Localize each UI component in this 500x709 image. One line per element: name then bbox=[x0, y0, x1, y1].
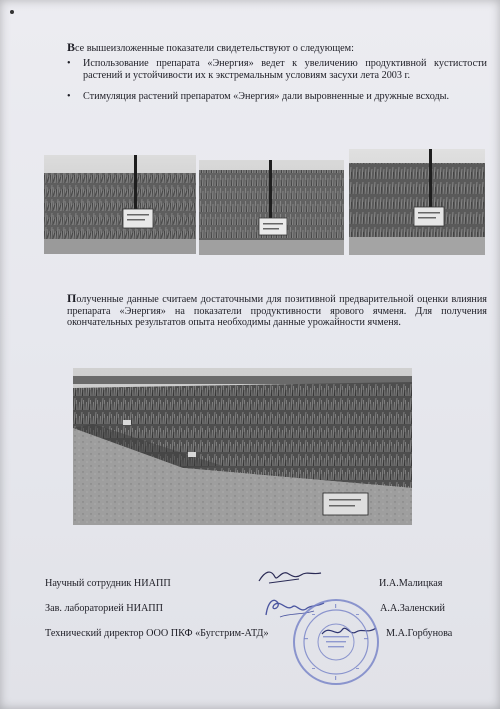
conclusion-text: олученные данные считаем достаточными для позитивной предварительной оценки влияния препарата «Энергия» на показатели продуктивности ярового ячменя. Для получения окончательных результатов опыта необходимы данные урожайности ячменя. bbox=[67, 294, 487, 329]
bullet-marker: • bbox=[67, 91, 71, 102]
conclusion-drop-letter: П bbox=[67, 291, 77, 305]
intro-text: се вышеизложенные показатели свидетельствуют о следующем: bbox=[75, 43, 354, 54]
signature-1 bbox=[255, 565, 325, 587]
conclusion-paragraph bbox=[67, 293, 487, 329]
signatory-name: И.А.Малицкая bbox=[379, 578, 443, 589]
intro-drop-letter: В bbox=[67, 40, 76, 54]
signatory-role: Зав. лабораторией НИАПП bbox=[45, 603, 164, 614]
bullet-item bbox=[67, 91, 487, 103]
bullet-text: Использование препарата «Энергия» ведет к увеличению продуктивной кустистости растений и устойчивости их к экстремальным условиям засухи лета 2003 г. bbox=[83, 58, 487, 81]
bullet-item bbox=[67, 58, 487, 81]
plot-photo-3 bbox=[349, 149, 485, 255]
company-stamp bbox=[290, 596, 382, 688]
signatory-name: А.А.Заленский bbox=[380, 603, 445, 614]
margin-dot bbox=[10, 10, 14, 14]
signatory-role: Технический директор ООО ПКФ «Бугстрим-АТД» bbox=[45, 628, 269, 639]
signatory-name: М.А.Горбунова bbox=[386, 628, 453, 639]
bullet-marker: • bbox=[67, 58, 71, 69]
plot-photo-1 bbox=[44, 155, 196, 254]
intro-paragraph bbox=[67, 42, 467, 55]
bullet-text: Стимуляция растений препаратом «Энергия» дали выровненные и дружные всходы. bbox=[83, 91, 450, 102]
plot-photo-2 bbox=[199, 160, 344, 255]
field-photo bbox=[73, 368, 412, 525]
signatory-role: Научный сотрудник НИАПП bbox=[45, 578, 171, 589]
